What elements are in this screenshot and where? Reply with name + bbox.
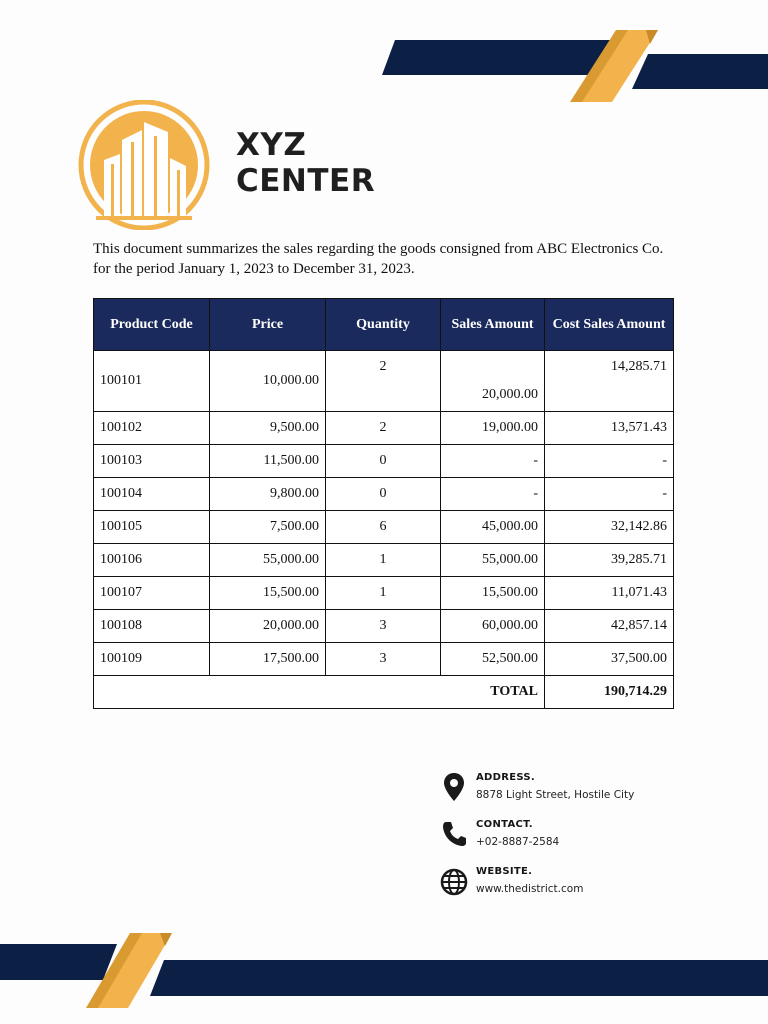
- cell-cost-sales-amount: 37,500.00: [545, 643, 674, 676]
- sales-table: [93, 298, 674, 709]
- cell-product-code: 100109: [94, 643, 210, 676]
- cell-product-code: 100107: [94, 577, 210, 610]
- address-row: [440, 770, 720, 810]
- table-row: [94, 577, 674, 610]
- cell-price: 17,500.00: [210, 643, 326, 676]
- company-name-line2: CENTER: [236, 163, 376, 199]
- total-label: TOTAL: [94, 676, 545, 709]
- address-value: 8878 Light Street, Hostile City: [476, 789, 635, 801]
- cell-price: 15,500.00: [210, 577, 326, 610]
- table-row: [94, 351, 674, 412]
- cell-sales-amount: 15,500.00: [441, 577, 545, 610]
- cell-product-code: 100102: [94, 412, 210, 445]
- cell-cost-sales-amount: 39,285.71: [545, 544, 674, 577]
- table-row: [94, 643, 674, 676]
- header-quantity: Quantity: [326, 299, 441, 351]
- cell-quantity: 1: [326, 544, 441, 577]
- cell-sales-amount: 52,500.00: [441, 643, 545, 676]
- header-sales-amount: Sales Amount: [441, 299, 545, 351]
- buildings-icon: [76, 100, 212, 230]
- cell-cost-sales-amount: 13,571.43: [545, 412, 674, 445]
- cell-product-code: 100101: [94, 351, 210, 412]
- cell-quantity: 2: [326, 412, 441, 445]
- cell-price: 9,800.00: [210, 478, 326, 511]
- cell-price: 9,500.00: [210, 412, 326, 445]
- company-name-line1: XYZ: [236, 127, 307, 163]
- cell-cost-sales-amount: 32,142.86: [545, 511, 674, 544]
- cell-price: 55,000.00: [210, 544, 326, 577]
- cell-sales-amount: 20,000.00: [441, 351, 545, 412]
- phone-icon: [440, 819, 468, 849]
- table-header-row: [94, 299, 674, 351]
- address-label: ADDRESS.: [476, 772, 536, 783]
- cell-product-code: 100105: [94, 511, 210, 544]
- cell-price: 7,500.00: [210, 511, 326, 544]
- phone-row: [440, 817, 720, 857]
- cell-quantity: 2: [326, 351, 441, 412]
- total-value: 190,714.29: [545, 676, 674, 709]
- website-value[interactable]: www.thedistrict.com: [476, 883, 584, 895]
- header-product-code: Product Code: [94, 299, 210, 351]
- location-pin-icon: [440, 772, 468, 802]
- cell-cost-sales-amount: 42,857.14: [545, 610, 674, 643]
- cell-quantity: 3: [326, 643, 441, 676]
- cell-sales-amount: -: [441, 478, 545, 511]
- top-decorative-band: [0, 0, 768, 110]
- cell-product-code: 100103: [94, 445, 210, 478]
- cell-quantity: 1: [326, 577, 441, 610]
- header-price: Price: [210, 299, 326, 351]
- cell-sales-amount: 55,000.00: [441, 544, 545, 577]
- table-row: [94, 445, 674, 478]
- company-name: [236, 127, 375, 199]
- cell-sales-amount: -: [441, 445, 545, 478]
- cell-sales-amount: 45,000.00: [441, 511, 545, 544]
- total-row: [94, 676, 674, 709]
- cell-product-code: 100104: [94, 478, 210, 511]
- table-row: [94, 412, 674, 445]
- cell-quantity: 0: [326, 478, 441, 511]
- website-row: [440, 864, 720, 904]
- cell-cost-sales-amount: -: [545, 478, 674, 511]
- globe-icon: [440, 866, 468, 896]
- cell-price: 10,000.00: [210, 351, 326, 412]
- cell-cost-sales-amount: 14,285.71: [545, 351, 674, 412]
- bottom-decorative-band: [0, 928, 768, 1024]
- table-row: [94, 478, 674, 511]
- table-row: [94, 511, 674, 544]
- cell-cost-sales-amount: 11,071.43: [545, 577, 674, 610]
- header-cost-sales-amount: Cost Sales Amount: [545, 299, 674, 351]
- phone-value: +02-8887-2584: [476, 836, 560, 848]
- cell-sales-amount: 60,000.00: [441, 610, 545, 643]
- cell-product-code: 100108: [94, 610, 210, 643]
- cell-quantity: 0: [326, 445, 441, 478]
- table-row: [94, 544, 674, 577]
- cell-product-code: 100106: [94, 544, 210, 577]
- table-row: [94, 610, 674, 643]
- phone-label: CONTACT.: [476, 819, 533, 830]
- cell-quantity: 6: [326, 511, 441, 544]
- cell-price: 11,500.00: [210, 445, 326, 478]
- website-label: WEBSITE.: [476, 866, 533, 877]
- cell-sales-amount: 19,000.00: [441, 412, 545, 445]
- cell-price: 20,000.00: [210, 610, 326, 643]
- cell-cost-sales-amount: -: [545, 445, 674, 478]
- cell-quantity: 3: [326, 610, 441, 643]
- intro-paragraph: This document summarizes the sales regarding the goods consigned from ABC Electronics Co. for the period January 1, 2023 to December 31, 2023.: [93, 241, 664, 277]
